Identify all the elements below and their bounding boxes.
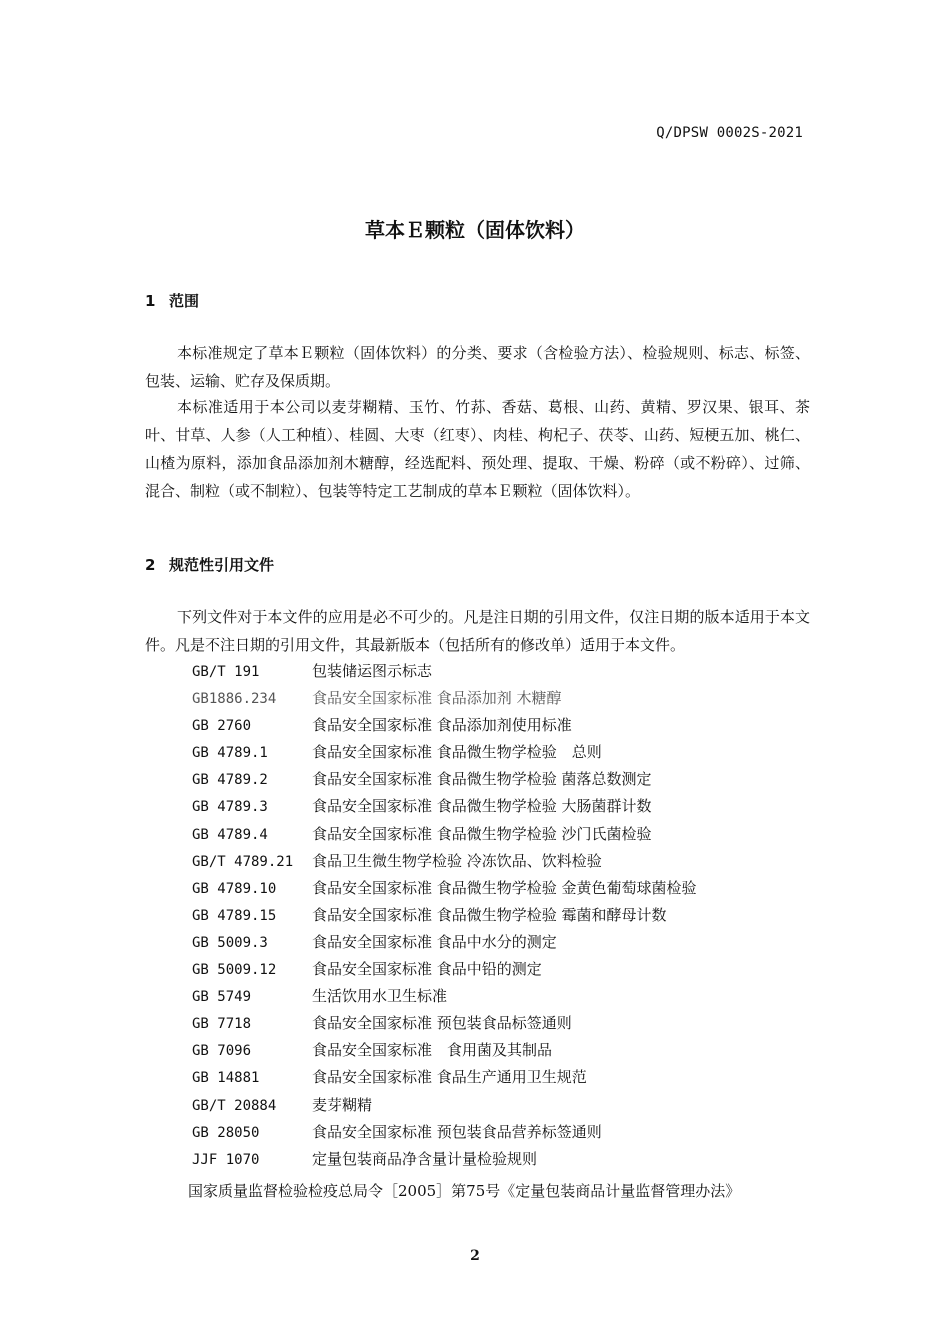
reference-code: GB/T 20884	[192, 1097, 277, 1114]
reference-name: 食品安全国家标准 食品微生物学检验 大肠菌群计数	[312, 797, 652, 816]
reference-row	[192, 929, 812, 956]
reference-code: GB 7718	[192, 1016, 252, 1033]
reference-code: GB 4789.1	[192, 745, 268, 762]
section-number: 1	[145, 292, 156, 310]
reference-code: GB1886.234	[192, 691, 277, 708]
references-intro-paragraph: 下列文件对于本文件的应用是必不可少的。凡是注日期的引用文件，仅注日期的版本适用于本文件。凡是不注日期的引用文件，其最新版本（包括所有的修改单）适用于本文件。	[145, 608, 810, 654]
scope-paragraph-2: 本标准适用于本公司以麦芽糊精、玉竹、竹荪、香菇、葛根、山药、黄精、罗汉果、银耳、茶叶、甘草、人参（人工种植）、桂圆、大枣（红枣）、肉桂、枸杞子、茯苓、山药、短梗五加、桃仁、山楂为原料，添加食品添加剂木糖醇，经选配料、预处理、提取、干燥、粉碎（或不粉碎）、过筛、混合、制粒（或不制粒）、包装等特定工艺制成的草本Ｅ颗粒（固体饮料）。	[145, 398, 810, 500]
reference-name: 食品安全国家标准 食品添加剂使用标准	[312, 716, 572, 735]
reference-row	[192, 902, 812, 929]
reference-row	[192, 956, 812, 983]
reference-code: GB 5009.3	[192, 934, 268, 951]
reference-code: GB 14881	[192, 1070, 260, 1087]
reference-row	[192, 1010, 812, 1037]
reference-name: 食品安全国家标准 预包装食品标签通则	[312, 1014, 572, 1033]
reference-name: 食品安全国家标准 食品中铅的测定	[312, 960, 542, 979]
reference-code: GB 4789.2	[192, 772, 268, 789]
section-heading-normative-references	[145, 554, 274, 575]
reference-code: GB 5749	[192, 989, 252, 1006]
reference-row	[192, 1064, 812, 1091]
reference-code: GB 4789.15	[192, 907, 277, 924]
reference-code: GB/T 191	[192, 664, 260, 680]
reference-name: 食品安全国家标准 食品中水分的测定	[312, 932, 557, 951]
reference-row	[192, 848, 812, 875]
reference-code: GB 4789.3	[192, 799, 268, 816]
reference-code: GB 2760	[192, 718, 252, 735]
reference-name: 包装储运图示标志	[312, 662, 433, 680]
reference-row	[192, 1037, 812, 1064]
reference-name: 食品安全国家标准 食品微生物学检验 金黄色葡萄球菌检验	[312, 878, 697, 897]
reference-row	[192, 658, 812, 685]
reference-code: GB/T 4789.21	[192, 853, 294, 870]
reference-row	[192, 712, 812, 739]
reference-row	[192, 821, 812, 848]
reference-code: GB 7096	[192, 1043, 252, 1060]
reference-code: GB 4789.10	[192, 880, 277, 897]
reference-name: 食品卫生微生物学检验 冷冻饮品、饮料检验	[312, 851, 602, 870]
reference-name: 食品安全国家标准 食品微生物学检验 菌落总数测定	[312, 770, 652, 789]
reference-name: 麦芽糊精	[312, 1095, 373, 1114]
section-title: 规范性引用文件	[169, 556, 275, 574]
document-title: 草本Ｅ颗粒（固体饮料）	[365, 218, 585, 242]
reference-row	[192, 1092, 812, 1119]
reference-code: GB 28050	[192, 1124, 260, 1141]
decree-reference: 国家质量监督检验检疫总局令［2005］第75号《定量包装商品计量监督管理办法》	[188, 1182, 741, 1200]
reference-code: GB 5009.12	[192, 962, 277, 979]
reference-code: JJF 1070	[192, 1151, 260, 1168]
reference-row	[192, 793, 812, 820]
section-title: 范围	[169, 292, 200, 310]
scope-paragraph-1: 本标准规定了草本Ｅ颗粒（固体饮料）的分类、要求（含检验方法）、检验规则、标志、标签、包装、运输、贮存及保质期。	[145, 344, 810, 390]
reference-name: 食品安全国家标准 食品添加剂 木糖醇	[312, 689, 562, 708]
page-number: 2	[470, 1248, 480, 1264]
reference-name: 食品安全国家标准 食品生产通用卫生规范	[312, 1068, 587, 1087]
reference-row	[192, 1119, 812, 1146]
reference-name: 食品安全国家标准 食用菌及其制品	[312, 1041, 553, 1060]
reference-row	[192, 685, 812, 712]
reference-row	[192, 766, 812, 793]
reference-name: 食品安全国家标准 食品微生物学检验 霉菌和酵母计数	[312, 905, 667, 924]
reference-name: 食品安全国家标准 预包装食品营养标签通则	[312, 1122, 602, 1141]
reference-name: 食品安全国家标准 食品微生物学检验 沙门氏菌检验	[312, 824, 652, 843]
reference-row	[192, 739, 812, 766]
reference-code: GB 4789.4	[192, 826, 268, 843]
reference-row	[192, 875, 812, 902]
reference-row	[192, 983, 812, 1010]
reference-row	[192, 1146, 812, 1173]
section-heading-scope	[145, 290, 199, 311]
reference-name: 定量包装商品净含量计量检验规则	[312, 1149, 538, 1168]
reference-list	[192, 658, 812, 1173]
reference-name: 食品安全国家标准 食品微生物学检验 总则	[312, 743, 602, 762]
section-number: 2	[145, 556, 156, 574]
reference-name: 生活饮用水卫生标准	[312, 987, 448, 1006]
document-code: Q/DPSW 0002S-2021	[656, 125, 803, 141]
